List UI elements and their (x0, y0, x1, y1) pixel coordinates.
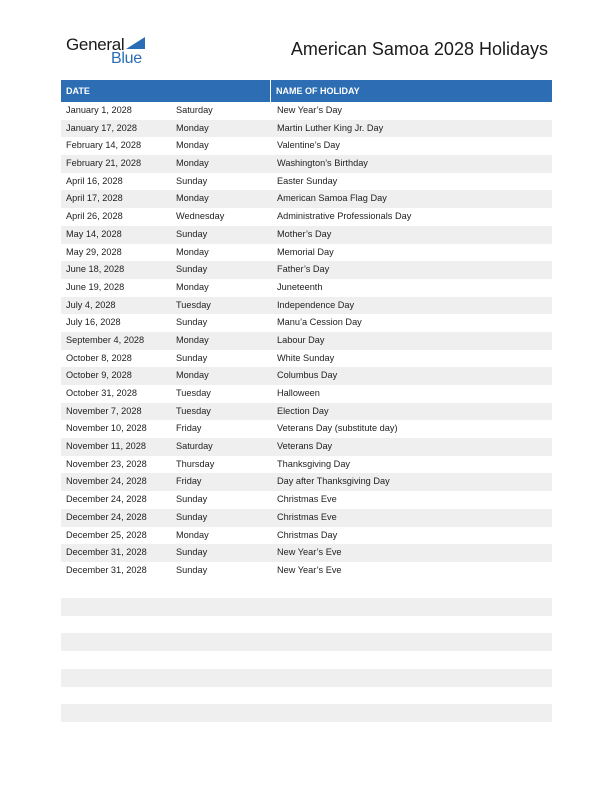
date-cell: December 24, 2028 (66, 494, 147, 505)
weekday-cell: Monday (176, 193, 209, 204)
holiday-table (61, 80, 552, 580)
holiday-name-cell: Christmas Eve (277, 511, 337, 522)
holiday-name-cell: New Year’s Eve (277, 547, 342, 558)
holiday-name-cell: Veterans Day (substitute day) (277, 423, 398, 434)
date-cell: May 14, 2028 (66, 228, 122, 239)
date-cell: April 16, 2028 (66, 175, 123, 186)
holiday-name-cell: Christmas Eve (277, 494, 337, 505)
weekday-cell: Tuesday (176, 405, 211, 416)
table-row (61, 562, 552, 580)
date-cell: February 14, 2028 (66, 140, 142, 151)
weekday-cell: Friday (176, 476, 202, 487)
table-body (61, 102, 552, 580)
holiday-name-cell: New Year’s Day (277, 105, 343, 115)
table-row (61, 120, 552, 138)
weekday-cell: Tuesday (176, 388, 211, 398)
table-row (61, 403, 552, 421)
weekday-cell: Sunday (176, 228, 208, 239)
date-cell: December 24, 2028 (66, 511, 147, 522)
table-row (61, 137, 552, 155)
holiday-name-cell: White Sunday (277, 352, 335, 363)
logo-triangle-icon (126, 37, 145, 49)
weekday-cell: Sunday (176, 494, 208, 505)
table-row (61, 473, 552, 491)
holiday-name-cell: Election Day (277, 405, 329, 416)
weekday-cell: Monday (176, 158, 209, 169)
table-row (61, 314, 552, 332)
date-cell: April 17, 2028 (66, 193, 123, 204)
date-cell: November 10, 2028 (66, 423, 147, 434)
holiday-name-cell: Veterans Day (277, 441, 333, 452)
weekday-cell: Thursday (176, 458, 215, 469)
holiday-name-cell: Thanksgiving Day (277, 458, 351, 469)
weekday-cell: Sunday (176, 511, 208, 522)
table-row (61, 527, 552, 545)
weekday-cell: Sunday (176, 317, 208, 328)
holiday-name-cell: Juneteenth (277, 281, 323, 292)
holiday-name-cell: Manu’a Cession Day (277, 317, 362, 328)
date-cell: November 24, 2028 (66, 476, 147, 487)
date-cell: November 11, 2028 (66, 441, 147, 452)
weekday-cell: Sunday (176, 547, 208, 558)
holiday-name-cell: Easter Sunday (277, 175, 338, 186)
blank-row (61, 669, 552, 687)
logo-text-general: General (66, 35, 125, 54)
table-row (61, 297, 552, 315)
table-row (61, 226, 552, 244)
holiday-name-cell: Father’s Day (277, 264, 330, 275)
blank-row (61, 704, 552, 722)
date-cell: June 18, 2028 (66, 264, 125, 275)
weekday-cell: Monday (176, 246, 209, 257)
holiday-name-cell: Valentine’s Day (277, 140, 340, 151)
table-row (61, 544, 552, 562)
date-cell: January 17, 2028 (66, 122, 138, 133)
weekday-cell: Sunday (176, 175, 208, 186)
weekday-cell: Tuesday (176, 299, 211, 310)
header-date: DATE (61, 80, 271, 102)
holiday-name-cell: Mother’s Day (277, 228, 332, 239)
header-holiday-name: NAME OF HOLIDAY (276, 86, 360, 96)
generalblue-logo (66, 33, 156, 69)
page-title: American Samoa 2028 Holidays (290, 39, 548, 59)
blank-row (61, 598, 552, 616)
table-row (61, 261, 552, 279)
holiday-name-cell: Administrative Professionals Day (277, 211, 412, 222)
holiday-name-cell: Independence Day (277, 299, 355, 310)
holiday-name-cell: New Year’s Eve (277, 564, 342, 575)
table-header (61, 80, 552, 102)
table-row (61, 438, 552, 456)
weekday-cell: Sunday (176, 264, 208, 275)
table-row (61, 190, 552, 208)
weekday-cell: Sunday (176, 564, 208, 575)
date-cell: February 21, 2028 (66, 158, 142, 169)
date-cell: December 31, 2028 (66, 564, 147, 575)
logo-text-blue: Blue (111, 50, 142, 67)
table-row (61, 102, 552, 120)
date-cell: October 8, 2028 (66, 352, 132, 363)
table-row (61, 420, 552, 438)
holiday-name-cell: American Samoa Flag Day (277, 193, 387, 204)
table-row (61, 367, 552, 385)
holiday-name-cell: Christmas Day (277, 529, 338, 540)
date-cell: July 4, 2028 (66, 299, 116, 310)
table-row (61, 491, 552, 509)
weekday-cell: Monday (176, 281, 209, 292)
date-cell: December 31, 2028 (66, 547, 147, 558)
weekday-cell: Saturday (176, 441, 213, 452)
table-row (61, 385, 552, 403)
table-row (61, 155, 552, 173)
weekday-cell: Monday (176, 122, 209, 133)
weekday-cell: Wednesday (176, 211, 225, 222)
table-row (61, 332, 552, 350)
date-cell: June 19, 2028 (66, 281, 125, 292)
holiday-name-cell: Halloween (277, 388, 320, 398)
date-cell: October 9, 2028 (66, 370, 132, 381)
date-cell: April 26, 2028 (66, 211, 123, 222)
table-row (61, 208, 552, 226)
holiday-name-cell: Columbus Day (277, 370, 338, 381)
table-row (61, 456, 552, 474)
holiday-name-cell: Washington’s Birthday (277, 158, 368, 169)
holiday-name-cell: Day after Thanksgiving Day (277, 476, 390, 487)
weekday-cell: Sunday (176, 352, 208, 363)
blank-row (61, 633, 552, 651)
weekday-cell: Monday (176, 140, 209, 151)
holiday-name-cell: Martin Luther King Jr. Day (277, 122, 384, 133)
date-cell: November 7, 2028 (66, 405, 142, 416)
date-cell: July 16, 2028 (66, 317, 121, 328)
weekday-cell: Saturday (176, 105, 213, 115)
date-cell: October 31, 2028 (66, 388, 137, 398)
table-row (61, 244, 552, 262)
date-cell: December 25, 2028 (66, 529, 147, 540)
table-row (61, 279, 552, 297)
date-cell: November 23, 2028 (66, 458, 147, 469)
date-cell: May 29, 2028 (66, 246, 122, 257)
table-row (61, 350, 552, 368)
date-cell: September 4, 2028 (66, 334, 145, 345)
holiday-name-cell: Labour Day (277, 334, 325, 345)
table-row (61, 509, 552, 527)
weekday-cell: Monday (176, 529, 209, 540)
weekday-cell: Friday (176, 423, 202, 434)
weekday-cell: Monday (176, 370, 209, 381)
table-row (61, 173, 552, 191)
holiday-name-cell: Memorial Day (277, 246, 334, 257)
weekday-cell: Monday (176, 334, 209, 345)
date-cell: January 1, 2028 (66, 105, 132, 115)
